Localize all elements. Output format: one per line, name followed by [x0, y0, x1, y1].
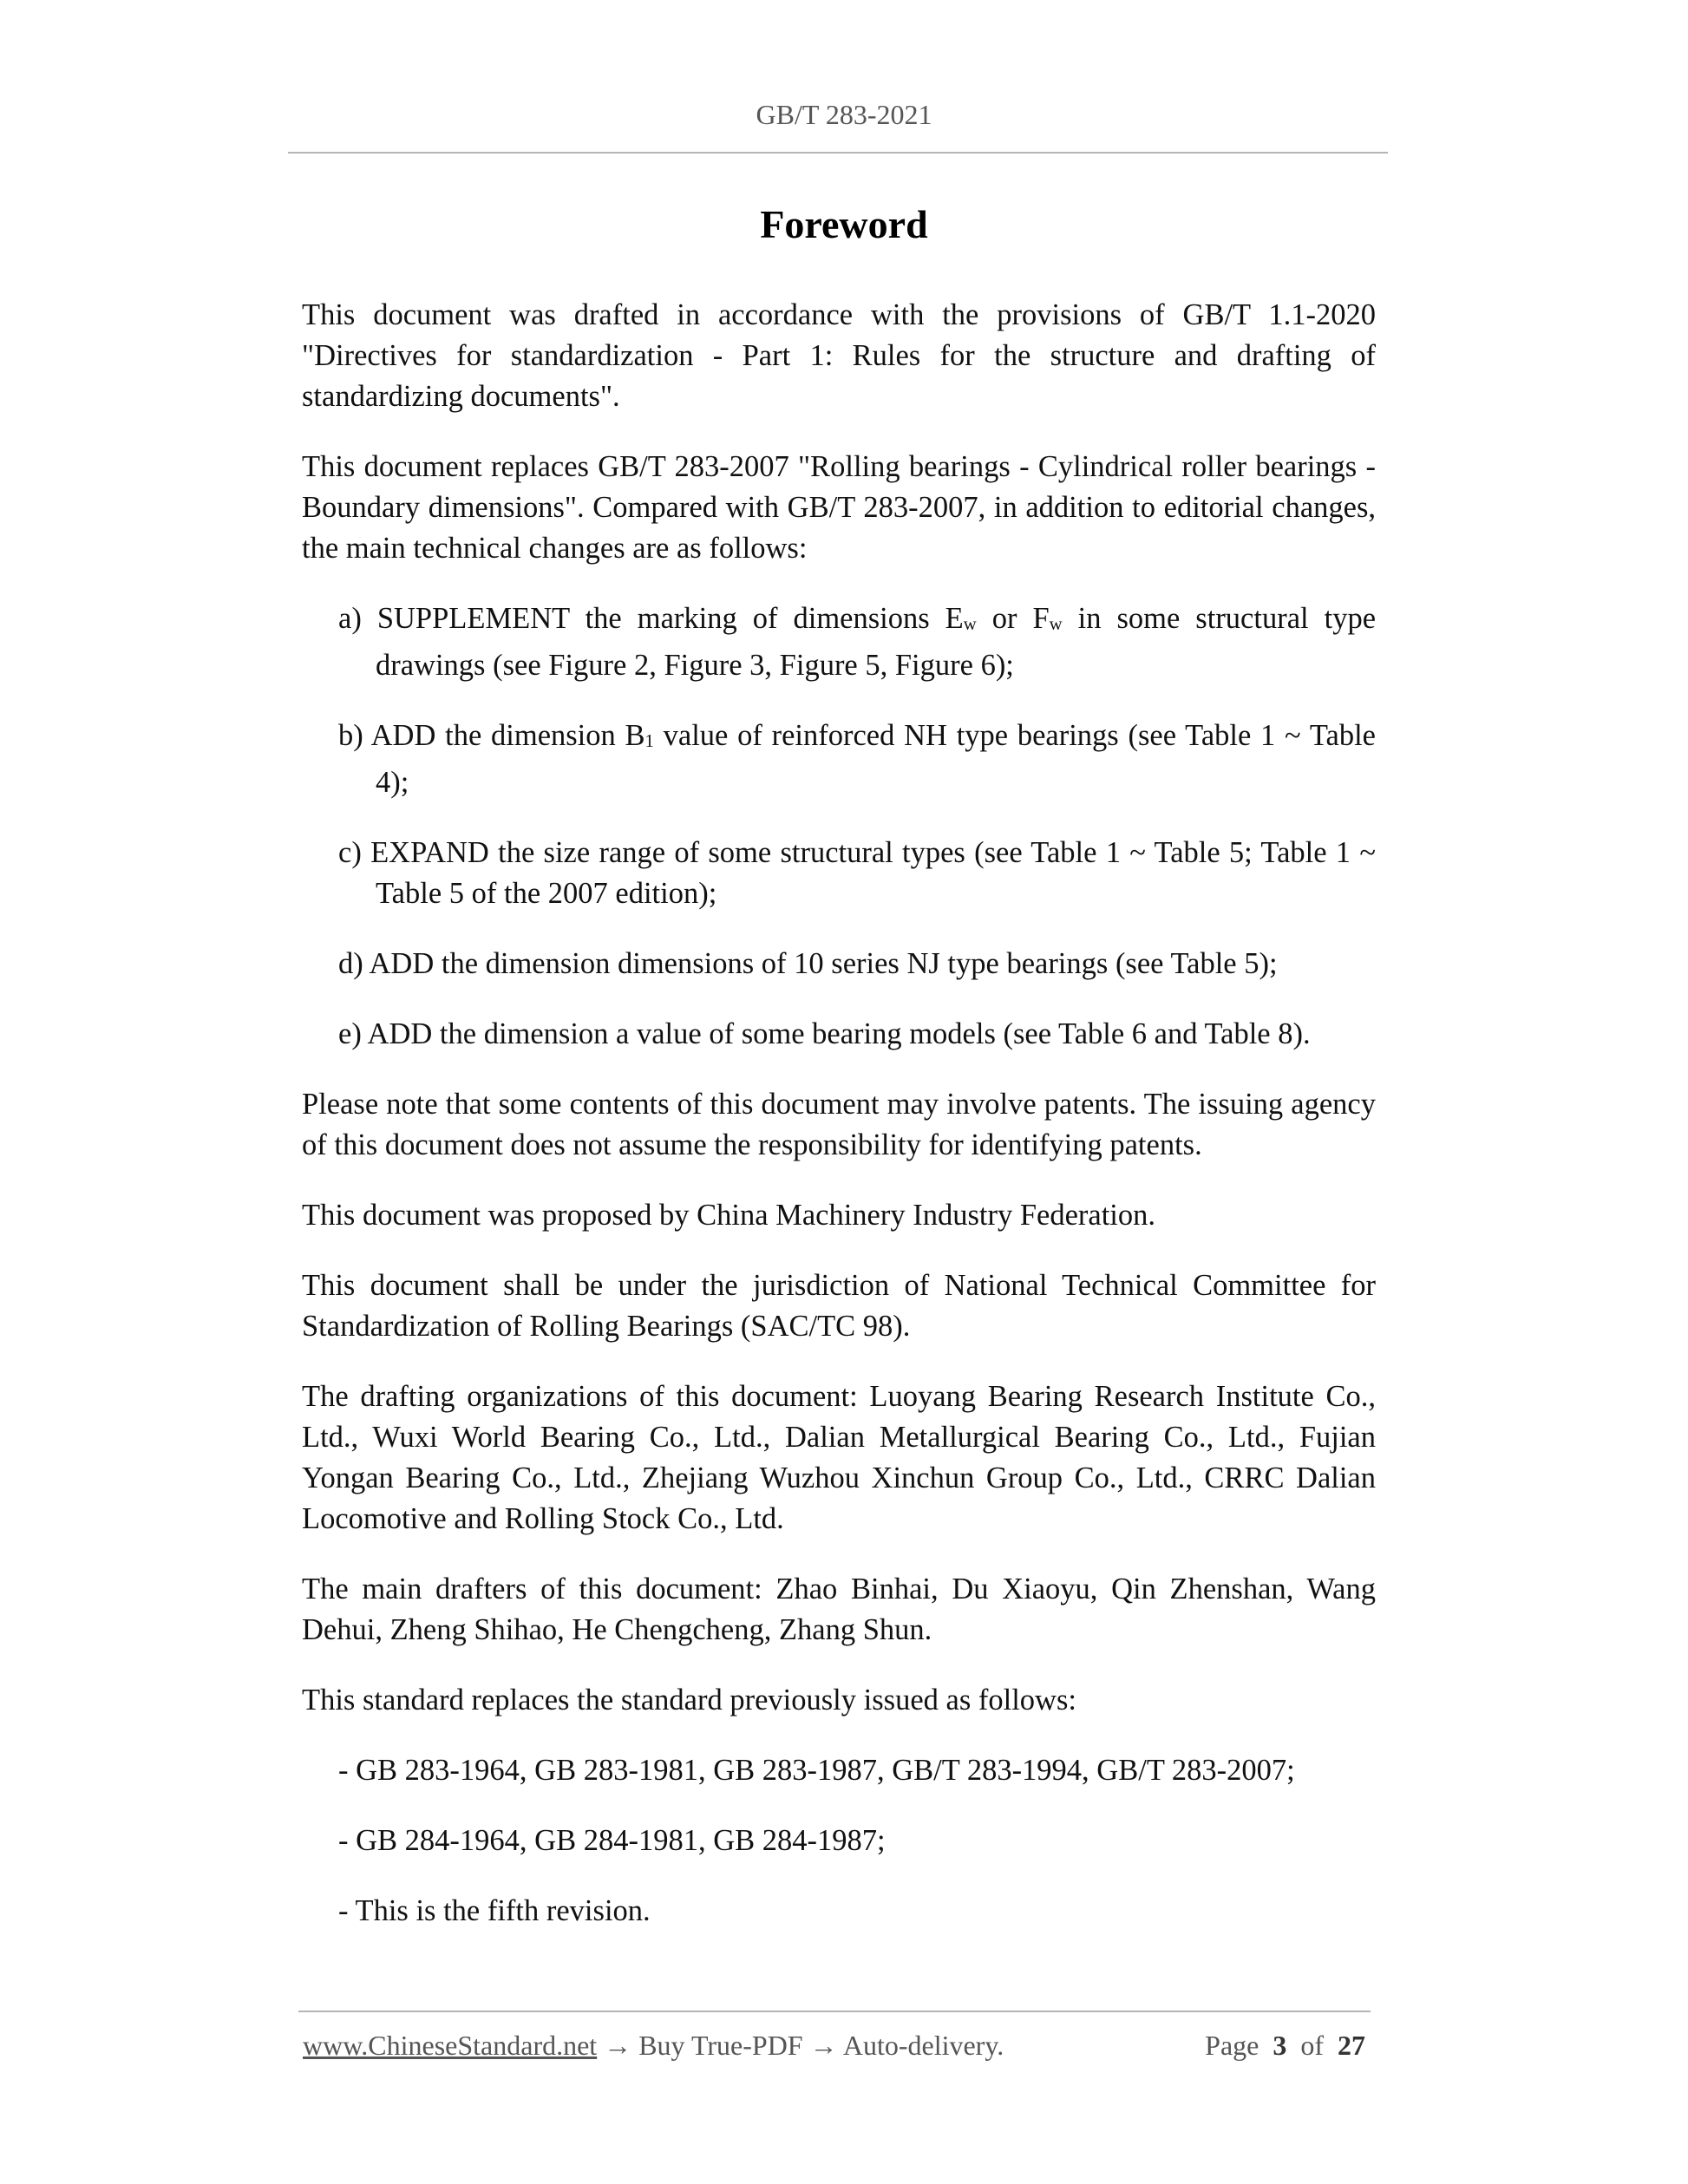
change-item-e: e) ADD the dimension a value of some bearing models (see Table 6 and Table 8).	[338, 1017, 1311, 1050]
paragraph-patents: Please note that some contents of this document may involve patents. The issuing agency of this document does not assume the responsibility for identifying patents.	[302, 1088, 1376, 1161]
previous-edition-item: - This is the fifth revision.	[338, 1894, 651, 1927]
website-link[interactable]: www.ChineseStandard.net	[303, 2030, 598, 2061]
footer-promo	[303, 2030, 1004, 2062]
running-header: GB/T 283-2021	[756, 99, 932, 130]
page-label: Page	[1205, 2030, 1259, 2061]
footer-divider	[298, 2011, 1371, 2012]
previous-edition-item: - GB 283-1964, GB 283-1981, GB 283-1987, GB/T 283-1994, GB/T 283-2007;	[338, 1754, 1295, 1787]
paragraph-jurisdiction: This document shall be under the jurisdiction of National Technical Committee for Standardization of Rolling Bearings (SAC/TC 98).	[302, 1269, 1376, 1343]
current-page: 3	[1273, 2030, 1287, 2061]
paragraph-drafting-basis: This document was drafted in accordance with the provisions of GB/T 1.1-2020 "Directives for standardization - Part 1: Rules for the structure and drafting of standardizing documents".	[302, 298, 1376, 413]
of-label: of	[1300, 2030, 1324, 2061]
auto-delivery-text: Auto-delivery.	[842, 2030, 1004, 2061]
document-body	[302, 295, 1376, 1961]
change-item-marker: b)	[338, 719, 363, 752]
change-item-marker: e)	[338, 1017, 362, 1050]
change-item-d: d) ADD the dimension dimensions of 10 series NJ type bearings (see Table 5);	[338, 947, 1278, 980]
total-pages: 27	[1338, 2030, 1365, 2061]
header-divider	[288, 152, 1388, 154]
arrow-right-icon: →	[604, 2030, 632, 2061]
change-item-marker: d)	[338, 947, 363, 980]
paragraph-proposed-by: This document was proposed by China Machinery Industry Federation.	[302, 1199, 1156, 1232]
change-item-b: b) ADD the dimension $B_1$ value of reinforced NH type bearings (see Table 1 ~ Table 4);	[338, 719, 1376, 799]
paragraph-drafters: The main drafters of this document: Zhao Binhai, Du Xiaoyu, Qin Zhenshan, Wang Dehui, Zheng Shihao, He Chengcheng, Zhang Shun.	[302, 1573, 1376, 1646]
page-number	[1205, 2030, 1365, 2062]
change-item-a: a) SUPPLEMENT the marking of dimensions $E_w$ or $F_w$ in some structural type drawings (see Figure 2, Figure 3, Figure 5, Figure 6);	[338, 602, 1377, 682]
page-title: Foreword	[760, 202, 928, 246]
buy-true-pdf-text: Buy True-PDF	[638, 2030, 803, 2061]
paragraph-previous-editions-intro: This standard replaces the standard previously issued as follows:	[302, 1684, 1076, 1716]
paragraph-replacement: This document replaces GB/T 283-2007 "Rolling bearings - Cylindrical roller bearings - Boundary dimensions". Compared with GB/T 283-2007, in addition to editorial changes, the main technical changes are as follows:	[302, 450, 1376, 565]
change-item-c: c) EXPAND the size range of some structural types (see Table 1 ~ Table 5; Table 1 ~ Table 5 of the 2007 edition);	[338, 836, 1376, 910]
arrow-right-icon: →	[809, 2030, 838, 2061]
change-item-marker: c)	[338, 836, 362, 869]
previous-edition-item: - GB 284-1964, GB 284-1981, GB 284-1987;	[338, 1824, 886, 1857]
change-item-marker: a)	[338, 602, 362, 635]
paragraph-drafting-organizations: The drafting organizations of this document: Luoyang Bearing Research Institute Co., Ltd., Wuxi World Bearing Co., Ltd., Dalian Metallurgical Bearing Co., Ltd., Fujian Yongan Bearing Co., Ltd., Zhejiang Wuzhou Xinchun Group Co., Ltd., CRRC Dalian Locomotive and Rolling Stock Co., Ltd.	[302, 1380, 1376, 1535]
